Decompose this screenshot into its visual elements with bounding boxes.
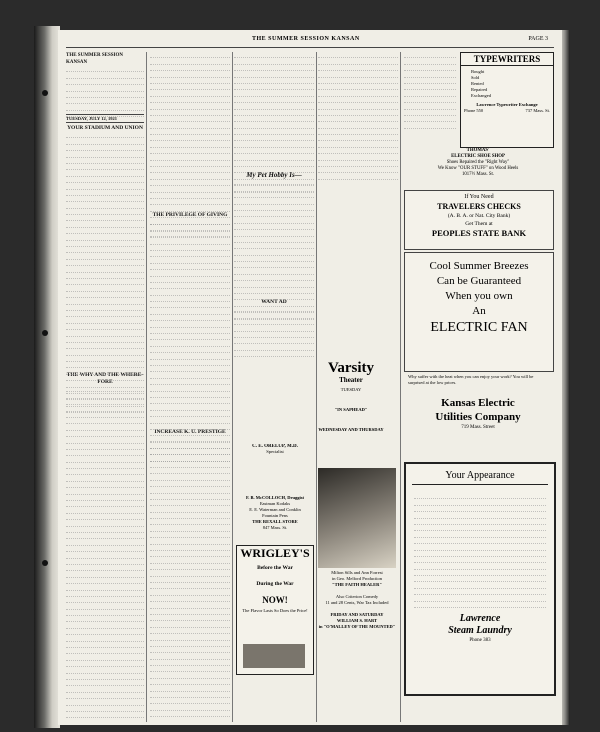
druggist-line: E. E. Waterman and Conklin <box>249 507 301 512</box>
typewriter-ad <box>460 52 554 148</box>
fan-product: ELECTRIC FAN <box>430 320 528 335</box>
wrigley-ad <box>236 545 314 675</box>
druggist-ad <box>237 495 313 541</box>
movie-price: 11 and 28 Cents, War Tax Included <box>325 600 389 605</box>
electric-fan-ad <box>404 252 554 372</box>
article-body <box>150 219 230 429</box>
laundry-headline: Your Appearance <box>412 468 548 485</box>
typewriter-service: Rented <box>471 81 484 86</box>
druggist-line: Fountain Pens <box>262 513 288 518</box>
page-number: PAGE 3 <box>528 36 548 42</box>
typewriter-heading: TYPEWRITERS <box>461 53 553 66</box>
movie-photo <box>318 468 396 568</box>
typewriter-service: Repaired <box>471 87 488 92</box>
varsity-day: WEDNESDAY AND THURSDAY <box>318 427 384 432</box>
want-ad-body <box>234 306 314 351</box>
header-rule <box>66 47 554 48</box>
laundry-body <box>406 489 554 607</box>
editorial-body <box>66 386 144 686</box>
wrigley-line: Before the War <box>257 565 293 571</box>
druggist-line: Eastman Kodaks <box>259 501 291 506</box>
article-heading: My Pet Hobby Is— <box>246 171 302 179</box>
column-classifieds <box>318 52 398 352</box>
article-body <box>234 179 314 299</box>
varsity-subtitle: Theater <box>339 376 363 384</box>
bank-name: PEOPLES STATE BANK <box>431 228 527 238</box>
bank-headline: TRAVELERS CHECKS <box>437 202 521 211</box>
shoe-shop-address: 1017½ Mass. St. <box>461 172 495 177</box>
fan-headline: When you own <box>445 290 513 302</box>
druggist-address: 847 Mass. St. <box>262 525 288 530</box>
movie-extra: Also Criterion Comedy <box>335 594 379 599</box>
druggist-store: THE REXALL STORE <box>252 519 298 524</box>
varsity-title: Varsity <box>327 360 375 376</box>
movie-ad <box>318 468 396 688</box>
bank-line: (A. B. A. or Nat. City Bank) <box>447 213 511 219</box>
varsity-day: TUESDAY <box>340 387 362 392</box>
typewriter-service: Bought <box>471 69 485 74</box>
editorial-body <box>66 132 144 372</box>
shoe-shop-line: Shoes Repaired the "Right Way" <box>446 160 510 165</box>
doctor-ad <box>237 444 313 490</box>
want-ad-heading: WANT AD <box>261 299 287 305</box>
utilities-name: Kansas Electric <box>441 397 515 409</box>
bank-ad <box>404 190 554 250</box>
column-articles <box>150 52 230 722</box>
masthead-text <box>66 66 144 112</box>
editorial-heading: YOUR STADIUM AND UNION <box>67 125 143 131</box>
laundry-ad <box>404 462 556 696</box>
column-rule <box>146 52 147 722</box>
article-body <box>150 436 230 716</box>
movie-days: FRIDAY AND SATURDAY <box>330 612 384 617</box>
typewriter-phone: Phone 550 <box>464 108 484 113</box>
varsity-feature: "IN SAPHEAD" <box>334 407 368 412</box>
wrigley-line: During the War <box>256 581 294 587</box>
binding-hole <box>42 330 48 336</box>
laundry-name: Steam Laundry <box>448 625 512 636</box>
page-title: THE SUMMER SESSION KANSAN <box>252 36 360 42</box>
page-header <box>66 36 554 46</box>
shoe-shop-owner: THOMAS' <box>466 148 490 153</box>
typewriter-contact <box>461 108 553 114</box>
masthead: THE SUMMER SESSION KANSAN <box>66 53 123 65</box>
typewriter-address: 737 Mass. St. <box>525 108 550 113</box>
classified-body <box>404 52 456 122</box>
binding-hole <box>42 90 48 96</box>
typewriter-service: Exchanged <box>471 93 491 98</box>
movie-star: WILLIAM S. HART <box>336 618 378 623</box>
utilities-ad <box>404 372 552 454</box>
binding-edge <box>34 26 60 728</box>
druggist-name: F. B. McCOLLOCH, Druggist <box>245 495 305 500</box>
article-heading: THE PRIVILEGE OF GIVING <box>152 212 228 218</box>
fan-headline: Can be Guaranteed <box>436 275 522 287</box>
column-rule <box>232 52 233 722</box>
article-body <box>234 52 314 172</box>
shoe-shop-name: ELECTRIC SHOE SHOP <box>451 154 505 159</box>
movie-feature: in "O'MALLEY OF THE MOUNTED" <box>318 624 396 629</box>
wrigley-line: NOW! <box>262 595 288 605</box>
utilities-address: 719 Mass. Street <box>461 425 495 430</box>
bank-line: If You Need <box>464 194 494 200</box>
fan-headline: An <box>472 305 486 317</box>
article-heading: INCREASE K. U. PRESTIGE <box>154 429 226 435</box>
laundry-phone: Phone 383 <box>469 638 491 643</box>
typewriter-services <box>461 69 553 99</box>
typewriter-shop: Lawrence Typewriter Exchange <box>476 102 538 107</box>
laundry-name: Lawrence <box>459 613 501 624</box>
column-rule <box>400 52 401 722</box>
typewriter-service: Sold <box>471 75 480 80</box>
movie-caption: in Geo. Melford Production <box>332 576 382 581</box>
column-small-ads <box>404 52 456 132</box>
movie-title: "THE FAITH HEALER" <box>332 582 382 587</box>
fan-headline: Cool Summer Breezes <box>429 260 529 272</box>
binding-hole <box>42 560 48 566</box>
editorial-heading: THE WHY AND THE WHERE-FORE <box>66 372 144 385</box>
shoe-shop-line: We Know "OUR STUFF" on Wood Heels <box>437 166 519 171</box>
bank-line: Get Them at <box>465 221 493 227</box>
wrigley-note: The Flavor Lasts So Does the Price! <box>242 608 308 613</box>
utilities-name: Utilities Company <box>435 411 521 423</box>
column-editorial <box>66 52 144 722</box>
movie-caption: Milton Sills and Ann Forrest <box>331 570 383 575</box>
article-body <box>150 52 230 212</box>
doctor-name: C. E. ORELUP, M.D. <box>252 444 298 449</box>
doctor-specialty: Specialist <box>266 449 284 454</box>
shoe-shop-ad <box>404 148 552 188</box>
issue-date: TUESDAY, JULY 12, 1921 <box>66 114 144 123</box>
fan-note: Why suffer with the heat when you can enjoy your work? You will be surprised at the low prices. <box>408 374 534 385</box>
gum-packs-image <box>243 644 305 668</box>
classified-body <box>318 52 398 162</box>
wrigley-brand: WRIGLEY'S <box>240 546 310 560</box>
